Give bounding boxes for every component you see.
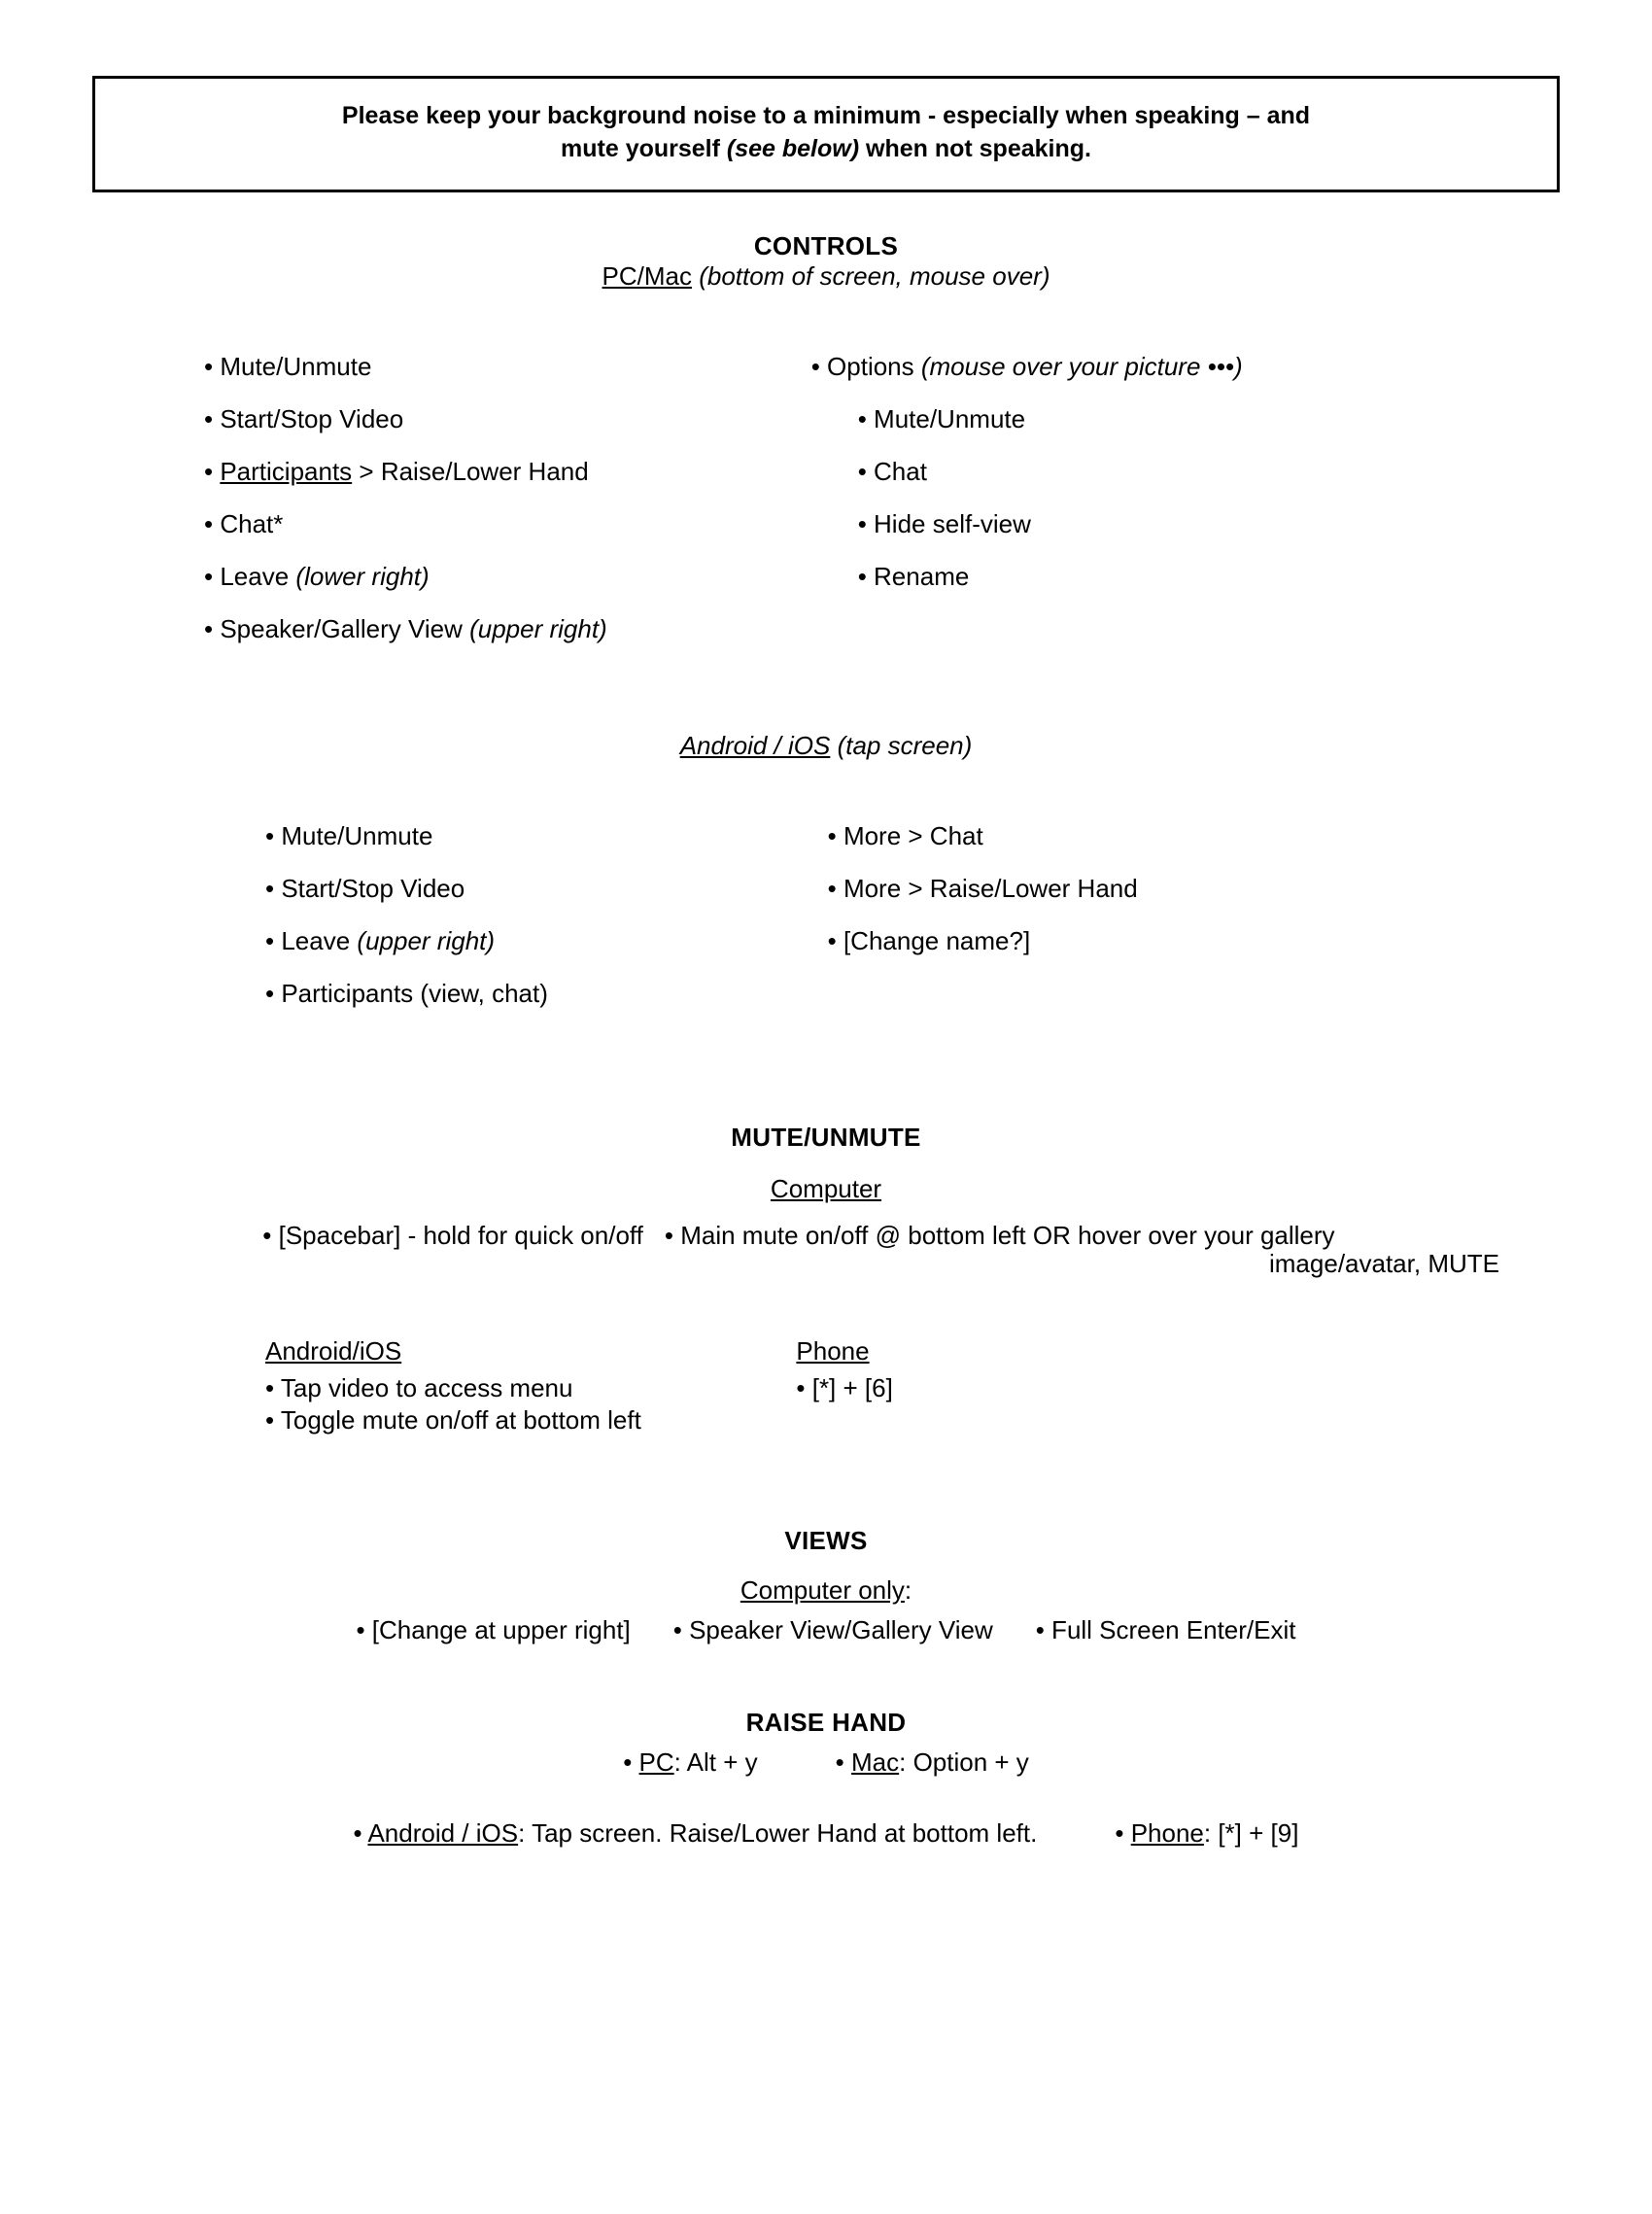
list-item-label: Start/Stop Video (220, 403, 404, 433)
list-item (827, 820, 1560, 850)
list-item (204, 561, 782, 591)
bullet-glyph: • (204, 561, 214, 591)
pc-text: : Alt + y (673, 1747, 758, 1778)
mac-text: : Option + y (899, 1747, 1029, 1778)
android-ios-label (265, 1335, 738, 1367)
list-item (811, 403, 1560, 433)
list-item: • Speaker View/Gallery View (672, 1615, 993, 1645)
list-item (265, 873, 768, 903)
pcmac-left-column (92, 351, 782, 669)
notice-line-2 (124, 133, 1528, 166)
mute-main-item (665, 1222, 1560, 1280)
raise-hand-heading: RAISE HAND (745, 1708, 907, 1738)
notice-see-below: (see below) (726, 134, 860, 162)
views-computer-only-subheading (92, 1575, 1560, 1606)
list-item (827, 873, 1560, 903)
mute-android-block (92, 1335, 738, 1436)
mobile-left-column (92, 820, 768, 1033)
bullet-glyph: • (265, 925, 275, 955)
raise-hand-mobile-row (92, 1818, 1560, 1849)
notice-line-1-tail: – and (1246, 102, 1311, 129)
mute-mobile-phone-row (92, 1335, 1560, 1436)
list-item-note: (upper right) (357, 925, 496, 955)
list-item-label: > Raise/Lower Hand (352, 456, 589, 486)
mobile-label: Android / iOS (679, 730, 831, 760)
list-item-label: Participants (view, chat) (281, 978, 548, 1008)
list-item-label: Speaker/Gallery View (220, 613, 470, 643)
list-item: • Tap video to access menu (265, 1372, 573, 1402)
controls-heading: CONTROLS (753, 230, 899, 260)
notice-box (92, 76, 1560, 192)
pcmac-right-column (782, 351, 1560, 669)
pcmac-hint: (bottom of screen, mouse over) (699, 260, 1050, 291)
bullet-glyph: • (204, 508, 214, 538)
list-item-label: Mute/Unmute (281, 820, 433, 850)
list-item (354, 1818, 1038, 1849)
phone-label (796, 1335, 1560, 1367)
list-item (811, 508, 1560, 538)
mute-main-line-2: image/avatar, MUTE (1269, 1249, 1499, 1279)
android-ios-text: : Tap screen. Raise/Lower Hand at bottom left. (518, 1818, 1038, 1849)
list-item (827, 925, 1560, 955)
mute-main-line-1: • Main mute on/off @ bottom left OR hover over your gallery (664, 1220, 1335, 1250)
bullet-glyph: • (623, 1747, 633, 1778)
list-item-label: Start/Stop Video (281, 873, 465, 903)
pcmac-controls (92, 351, 1560, 669)
list-item (1115, 1818, 1298, 1849)
notice-line-2-tail: when not speaking. (859, 134, 1091, 162)
phone-label-text: Phone (796, 1336, 870, 1366)
phone-text: : [*] + [9] (1203, 1818, 1299, 1849)
bullet-glyph: • (835, 1747, 844, 1778)
list-item-label: Mute/Unmute (874, 403, 1026, 433)
list-item (836, 1747, 1029, 1778)
list-item-label: Leave (220, 561, 296, 591)
list-item-label: More > Raise/Lower Hand (843, 873, 1138, 903)
computer-only-colon: : (904, 1575, 912, 1606)
list-item (204, 403, 782, 433)
mobile-hint: (tap screen) (837, 730, 973, 760)
bullet-glyph: • (827, 925, 837, 955)
mobile-subheading (92, 731, 1560, 761)
notice-line-1-text: Please keep your background noise to a minimum - especially when speaking (341, 102, 1247, 129)
bullet-glyph: • (857, 456, 867, 486)
pcmac-subheading (92, 261, 1560, 292)
bullet-glyph: • (204, 613, 214, 643)
mute-spacebar-item: • [Spacebar] - hold for quick on/off (262, 1220, 643, 1250)
bullet-glyph: • (810, 351, 820, 381)
bullet-glyph: • (1115, 1818, 1124, 1849)
list-item (811, 456, 1560, 486)
list-item-label: Hide self-view (874, 508, 1031, 538)
list-item-label: More > Chat (843, 820, 983, 850)
raise-hand-desktop-row (92, 1747, 1560, 1778)
list-item: • [Change at upper right] (356, 1615, 631, 1645)
mobile-right-column (768, 820, 1560, 1033)
list-item-label: Chat (874, 456, 927, 486)
list-item-note: (mouse over your picture •••) (920, 351, 1243, 381)
pcmac-label: PC/Mac (602, 260, 692, 291)
bullet-glyph: • (827, 873, 837, 903)
list-item-note: (upper right) (469, 613, 607, 643)
bullet-glyph: • (857, 403, 867, 433)
mute-computer-row (92, 1222, 1560, 1280)
bullet-glyph: • (265, 978, 275, 1008)
list-item: • [*] + [6] (796, 1372, 893, 1402)
list-item-label: Chat* (220, 508, 284, 538)
list-item: • Full Screen Enter/Exit (1035, 1615, 1296, 1645)
list-item-label: Mute/Unmute (220, 351, 372, 381)
views-heading: VIEWS (784, 1526, 868, 1556)
list-item-label: Leave (281, 925, 358, 955)
list-item (810, 351, 1560, 381)
list-item-label: Options (827, 351, 921, 381)
list-item-label: [Change name?] (843, 925, 1031, 955)
list-item (204, 613, 782, 643)
bullet-glyph: • (265, 873, 275, 903)
mute-phone-block (738, 1335, 1560, 1436)
mute-heading: MUTE/UNMUTE (731, 1122, 921, 1152)
bullet-glyph: • (857, 508, 867, 538)
bullet-glyph: • (353, 1818, 362, 1849)
list-item (204, 351, 782, 381)
views-items (92, 1615, 1560, 1645)
list-item (265, 978, 768, 1008)
bullet-glyph: • (857, 561, 867, 591)
notice-line-2-text: mute yourself (561, 134, 727, 162)
list-item (623, 1747, 757, 1778)
bullet-glyph: • (204, 403, 214, 433)
pc-label: PC (638, 1747, 674, 1778)
bullet-glyph: • (265, 820, 275, 850)
bullet-glyph: • (827, 820, 837, 850)
phone-label: Phone (1130, 1818, 1204, 1849)
bullet-glyph: • (204, 351, 214, 381)
mac-label: Mac (851, 1747, 900, 1778)
list-item (265, 925, 768, 955)
mute-computer-subheading (92, 1174, 1560, 1204)
list-item (265, 820, 768, 850)
computer-only-label: Computer only (740, 1575, 905, 1606)
document-page (0, 76, 1652, 2214)
android-ios-label-text: Android/iOS (265, 1336, 402, 1366)
participants-label: Participants (220, 456, 353, 486)
computer-label: Computer (770, 1173, 882, 1203)
list-item-note: (lower right) (295, 561, 430, 591)
mobile-controls (92, 820, 1560, 1033)
list-item (811, 561, 1560, 591)
list-item: • Toggle mute on/off at bottom left (265, 1404, 641, 1435)
android-ios-label: Android / iOS (367, 1818, 519, 1849)
list-item-label: Rename (874, 561, 970, 591)
bullet-glyph: • (204, 456, 214, 486)
notice-line-1 (124, 100, 1528, 133)
list-item (204, 508, 782, 538)
list-item (204, 456, 782, 486)
